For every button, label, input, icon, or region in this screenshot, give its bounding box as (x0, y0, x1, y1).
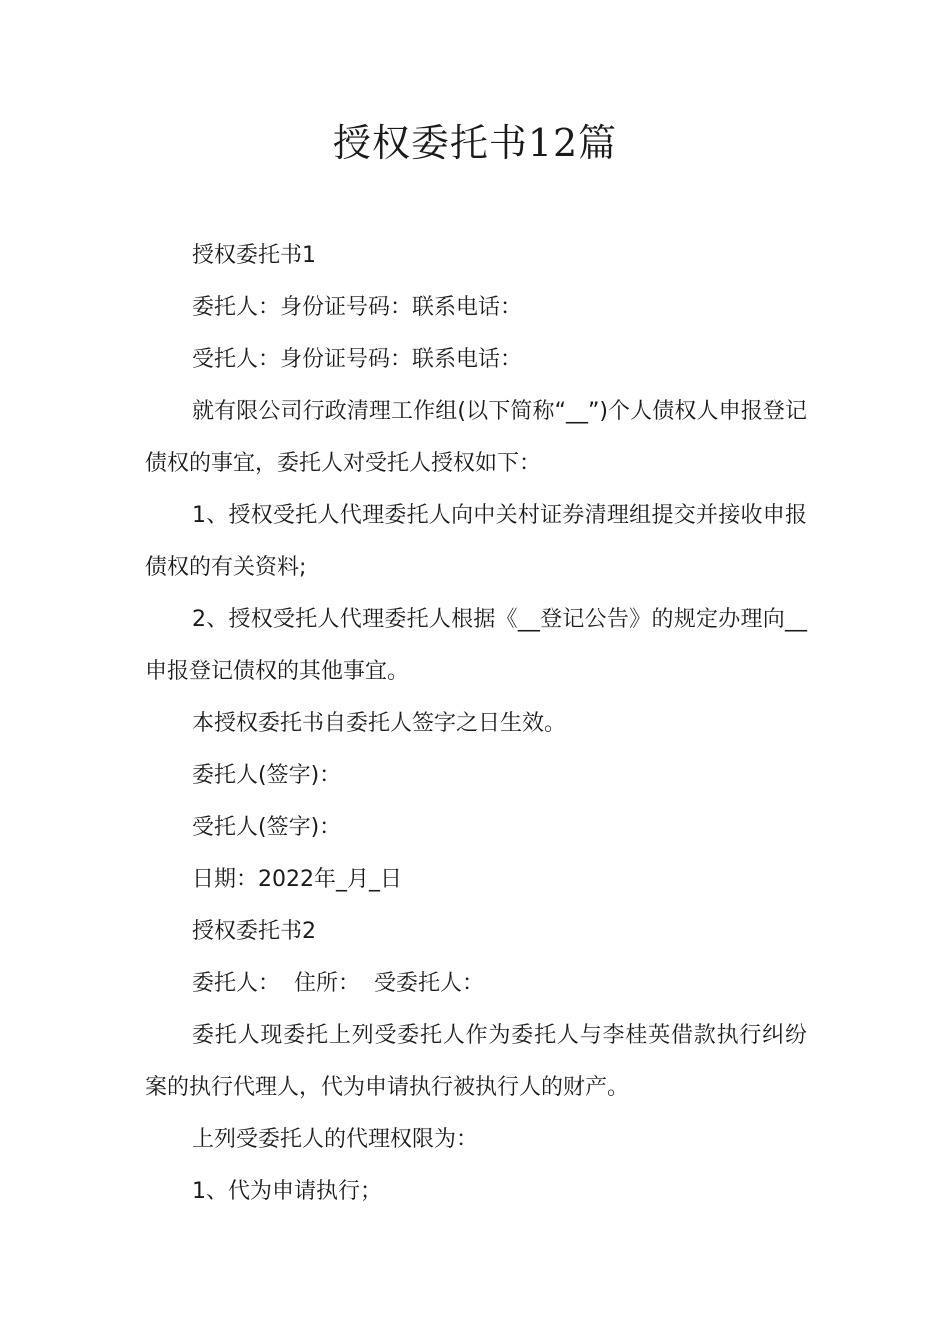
section-heading: 授权委托书1 (192, 243, 316, 268)
principal-address-line: 委托人： 住所： 受委托人： (192, 971, 484, 996)
authority-item-1: 1、代为申请执行； (192, 1179, 382, 1204)
date-line: 日期：2022年_月_日 (192, 867, 402, 892)
principal-info-line: 委托人：身份证号码：联系电话： (192, 295, 523, 320)
authority-scope-heading: 上列受委托人的代理权限为： (192, 1127, 479, 1152)
intro-paragraph: 就有限公司行政清理工作组(以下简称“__”)个人债权人申报登记债权的事宜，委托人对受托人授权如下： (145, 399, 807, 476)
delegation-paragraph: 委托人现委托上列受委托人作为委托人与李桂英借款执行纠纷案的执行代理人，代为申请执行被执行人的财产。 (145, 1023, 807, 1100)
section-heading: 授权委托书2 (192, 919, 316, 944)
authorization-item-1: 1、授权受托人代理委托人向中关村证券清理组提交并接收申报债权的有关资料; (145, 503, 807, 580)
document-title: 授权委托书12篇 (332, 121, 618, 165)
agent-info-line: 受托人：身份证号码：联系电话： (192, 347, 523, 372)
authorization-item-2: 2、授权受托人代理委托人根据《__登记公告》的规定办理向__申报登记债权的其他事宜。 (145, 607, 807, 684)
effective-statement: 本授权委托书自委托人签字之日生效。 (192, 711, 567, 736)
document-body (145, 230, 807, 1218)
agent-signature-line: 受托人(签字)： (192, 815, 342, 840)
principal-signature-line: 委托人(签字)： (192, 763, 342, 788)
